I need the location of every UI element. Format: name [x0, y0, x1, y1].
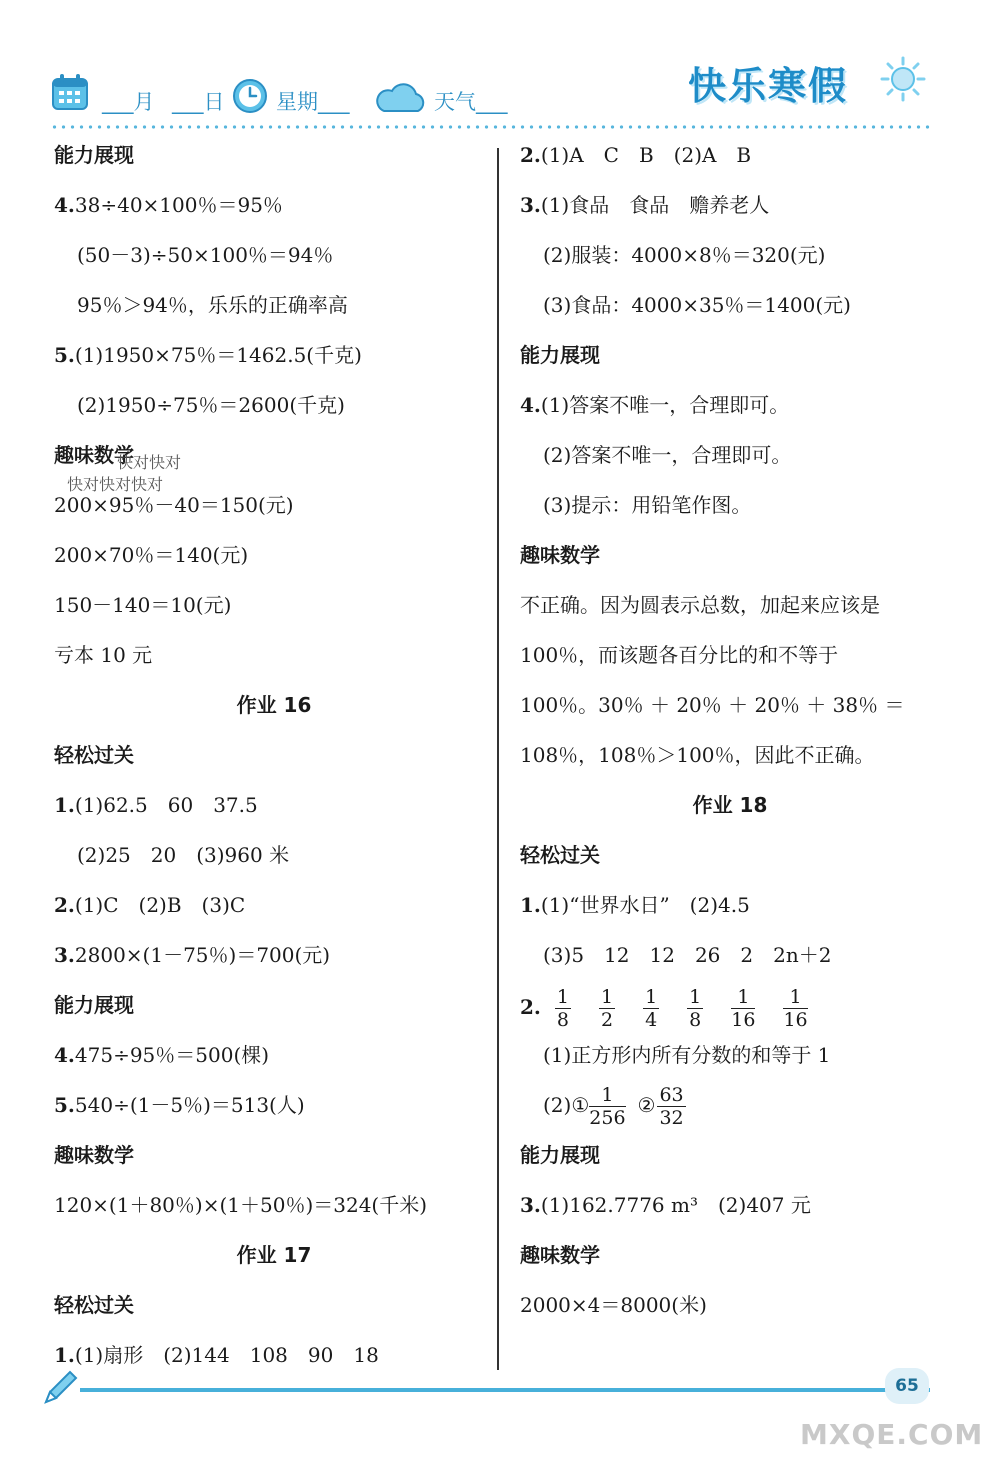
answer-text: (2)1950÷75％＝2600(千克): [77, 393, 345, 417]
answer-text: (1)食品 食品 赡养老人: [540, 193, 770, 217]
answer-text: (1)A C B (2)A B: [540, 143, 752, 167]
heading-text: 趣味数学: [520, 1243, 600, 1267]
answer-line: [54, 1090, 494, 1120]
answer-marker: ②: [637, 1093, 656, 1117]
denominator: 16: [731, 1009, 756, 1031]
assignment-title: [520, 790, 940, 820]
answer-line: [54, 390, 517, 420]
answer-text: 2000×4＝8000(米): [520, 1293, 707, 1317]
denominator: 16: [783, 1009, 808, 1031]
question-number: 3.: [520, 1193, 541, 1217]
answer-line: [54, 190, 494, 220]
clock-icon: [232, 78, 268, 114]
question-number: 3.: [520, 193, 541, 217]
answer-text: (2)服装：4000×8％＝320(元): [543, 243, 826, 267]
answer-line: [54, 340, 494, 370]
answer-text: (2)答案不唯一，合理即可。: [543, 443, 792, 467]
numerator: 1: [645, 986, 658, 1008]
question-number: 3.: [54, 943, 75, 967]
answer-text: 不正确。因为圆表示总数，加起来应该是: [520, 593, 880, 617]
answer-line: [54, 890, 494, 920]
answer-text: (3)食品：4000×35％＝1400(元): [543, 293, 851, 317]
fraction: [783, 986, 807, 1031]
section-heading: [520, 840, 940, 870]
heading-text: 能力展现: [54, 993, 134, 1017]
answer-text: (1)1950×75％＝1462.5(千克): [74, 343, 362, 367]
fraction: [589, 1084, 625, 1129]
section-heading: [54, 990, 494, 1020]
answer-text: 100％，而该题各百分比的和不等于: [520, 643, 839, 667]
answer-text: 475÷95％＝500(棵): [74, 1043, 270, 1067]
numerator: 1: [731, 986, 755, 1009]
answer-line: [54, 1040, 494, 1070]
answer-line: [520, 390, 940, 420]
answer-line: [520, 940, 963, 970]
fraction: [599, 986, 615, 1031]
section-heading: [520, 1140, 940, 1170]
heading-text: 轻松过关: [54, 1293, 134, 1317]
answer-text: 100％。30％ ＋ 20％ ＋ 20％ ＋ 38％ ＝: [520, 693, 905, 717]
question-number: 2.: [520, 143, 541, 167]
day-field: ___日: [172, 90, 225, 114]
answer-text: 作业 17: [236, 1243, 312, 1267]
heading-text: 轻松过关: [520, 843, 600, 867]
answer-text: 540÷(1－5％)＝513(人): [74, 1093, 305, 1117]
section-heading: [520, 340, 940, 370]
question-number: 1.: [54, 1343, 75, 1367]
answer-line: [54, 1190, 494, 1220]
answer-line: [520, 190, 940, 220]
answer-text: 亏本 10 元: [54, 643, 153, 667]
section-heading: [520, 1240, 940, 1270]
answer-line: [520, 1190, 940, 1220]
answer-line: [520, 890, 940, 920]
answer-text: (1)162.7776 m³ (2)407 元: [540, 1193, 811, 1217]
answer-line: [54, 590, 494, 620]
answer-text: (3)5 12 12 26 2 2n＋2: [543, 943, 832, 967]
answer-line: [54, 240, 517, 270]
answer-text: (1)扇形 (2)144 108 90 18: [74, 1343, 379, 1367]
page-header: [0, 0, 1000, 140]
weather-field: 天气___: [434, 90, 508, 114]
answer-line: [520, 1084, 963, 1129]
answer-line: [54, 540, 494, 570]
answer-line: [520, 240, 963, 270]
numerator: 1: [689, 986, 702, 1008]
assignment-title: [54, 690, 494, 720]
section-heading: [54, 140, 494, 170]
heading-text: 趣味数学: [520, 543, 600, 567]
question-number: 5.: [54, 343, 75, 367]
answer-line: [520, 440, 963, 470]
answer-line: [520, 290, 963, 320]
assignment-title: [54, 1240, 494, 1270]
heading-text: 轻松过关: [54, 743, 134, 767]
answer-text: 作业 18: [692, 793, 768, 817]
answer-text: 108％，108％＞100％，因此不正确。: [520, 743, 875, 767]
fraction: [657, 1084, 685, 1129]
heading-text: 趣味数学: [54, 1143, 134, 1167]
brand-text: 快乐寒假: [688, 64, 849, 108]
question-number: 2.: [54, 893, 75, 917]
answer-line: [54, 1340, 494, 1370]
answer-prefix: (2)①: [543, 1093, 590, 1117]
answer-text: 200×95％－40＝150(元): [54, 493, 294, 517]
answer-line: [520, 590, 940, 620]
cloud-icon: [372, 82, 428, 114]
section-heading: [520, 540, 940, 570]
question-number: 1.: [520, 893, 541, 917]
answer-line: [54, 790, 494, 820]
answer-text: 作业 16: [236, 693, 312, 717]
heading-text: 能力展现: [520, 343, 600, 367]
denominator: 256: [589, 1107, 626, 1129]
pencil-icon: [38, 1366, 82, 1410]
answer-text: 150－140＝10(元): [54, 593, 232, 617]
section-heading: [54, 740, 494, 770]
denominator: 2: [600, 1009, 614, 1031]
answer-text: (50－3)÷50×100％＝94％: [77, 243, 334, 267]
answer-line: [520, 1040, 963, 1070]
denominator: 32: [659, 1107, 684, 1129]
watermark-line-2: 快对快对快对: [67, 475, 164, 494]
answer-line: [520, 1290, 940, 1320]
month-field: ___月: [102, 90, 155, 114]
answer-text: (1)正方形内所有分数的和等于 1: [543, 1043, 831, 1067]
answer-line: [520, 740, 940, 770]
answer-line: [520, 490, 963, 520]
heading-text: 能力展现: [520, 1143, 600, 1167]
watermark-line-1: 快对快对: [117, 453, 182, 472]
sun-icon: [880, 56, 926, 102]
answer-text: (2)25 20 (3)960 米: [77, 843, 290, 867]
question-number: 4.: [520, 393, 541, 417]
answer-line: [520, 690, 940, 720]
answer-text: (3)提示：用铅笔作图。: [543, 493, 752, 517]
header-dotted-rule: [50, 124, 932, 130]
watermark-stamp: [67, 452, 181, 496]
numerator: 1: [556, 986, 569, 1008]
answer-text: 38÷40×100％＝95％: [74, 193, 283, 217]
fraction: [731, 986, 755, 1031]
answer-text: 2800×(1－75％)＝700(元): [74, 943, 331, 967]
answer-text: 120×(1＋80％)×(1＋50％)＝324(千米): [54, 1193, 428, 1217]
answer-line: [520, 986, 940, 1031]
answer-line: [54, 290, 517, 320]
denominator: 4: [645, 1009, 658, 1031]
answer-text: (1)“世界水日” (2)4.5: [540, 893, 750, 917]
section-heading: [54, 1140, 494, 1170]
site-watermark: MXQE.COM: [800, 1418, 984, 1451]
answer-line: [520, 640, 940, 670]
numerator: 63: [659, 1084, 684, 1106]
numerator: 1: [600, 986, 614, 1008]
numerator: 1: [589, 1084, 625, 1107]
denominator: 8: [556, 1009, 569, 1031]
page-number: 65: [885, 1368, 929, 1404]
fraction: [643, 986, 659, 1031]
answer-text: 95％＞94％，乐乐的正确率高: [77, 293, 348, 317]
footer-rule: [80, 1388, 930, 1392]
answer-line: [54, 640, 494, 670]
question-number: 4.: [54, 193, 75, 217]
section-heading: [54, 1290, 494, 1320]
heading-text: 趣味数学: [54, 443, 134, 467]
answer-text: (1)62.5 60 37.5: [74, 793, 258, 817]
question-number: 5.: [54, 1093, 75, 1117]
fraction: [555, 986, 571, 1031]
numerator: 1: [783, 986, 807, 1009]
answer-line: [520, 140, 940, 170]
question-number: 1.: [54, 793, 75, 817]
answer-text: (1)答案不唯一，合理即可。: [540, 393, 790, 417]
question-number: 2.: [520, 995, 541, 1019]
answer-line: [54, 840, 517, 870]
answer-line: [54, 940, 494, 970]
answer-text: (1)C (2)B (3)C: [74, 893, 246, 917]
answer-text: 200×70％＝140(元): [54, 543, 249, 567]
weekday-field: 星期___: [276, 90, 350, 114]
column-divider: [497, 148, 499, 1370]
calendar-icon: [50, 72, 90, 112]
denominator: 8: [689, 1009, 702, 1031]
heading-text: 能力展现: [54, 143, 134, 167]
question-number: 4.: [54, 1043, 75, 1067]
fraction: [687, 986, 703, 1031]
